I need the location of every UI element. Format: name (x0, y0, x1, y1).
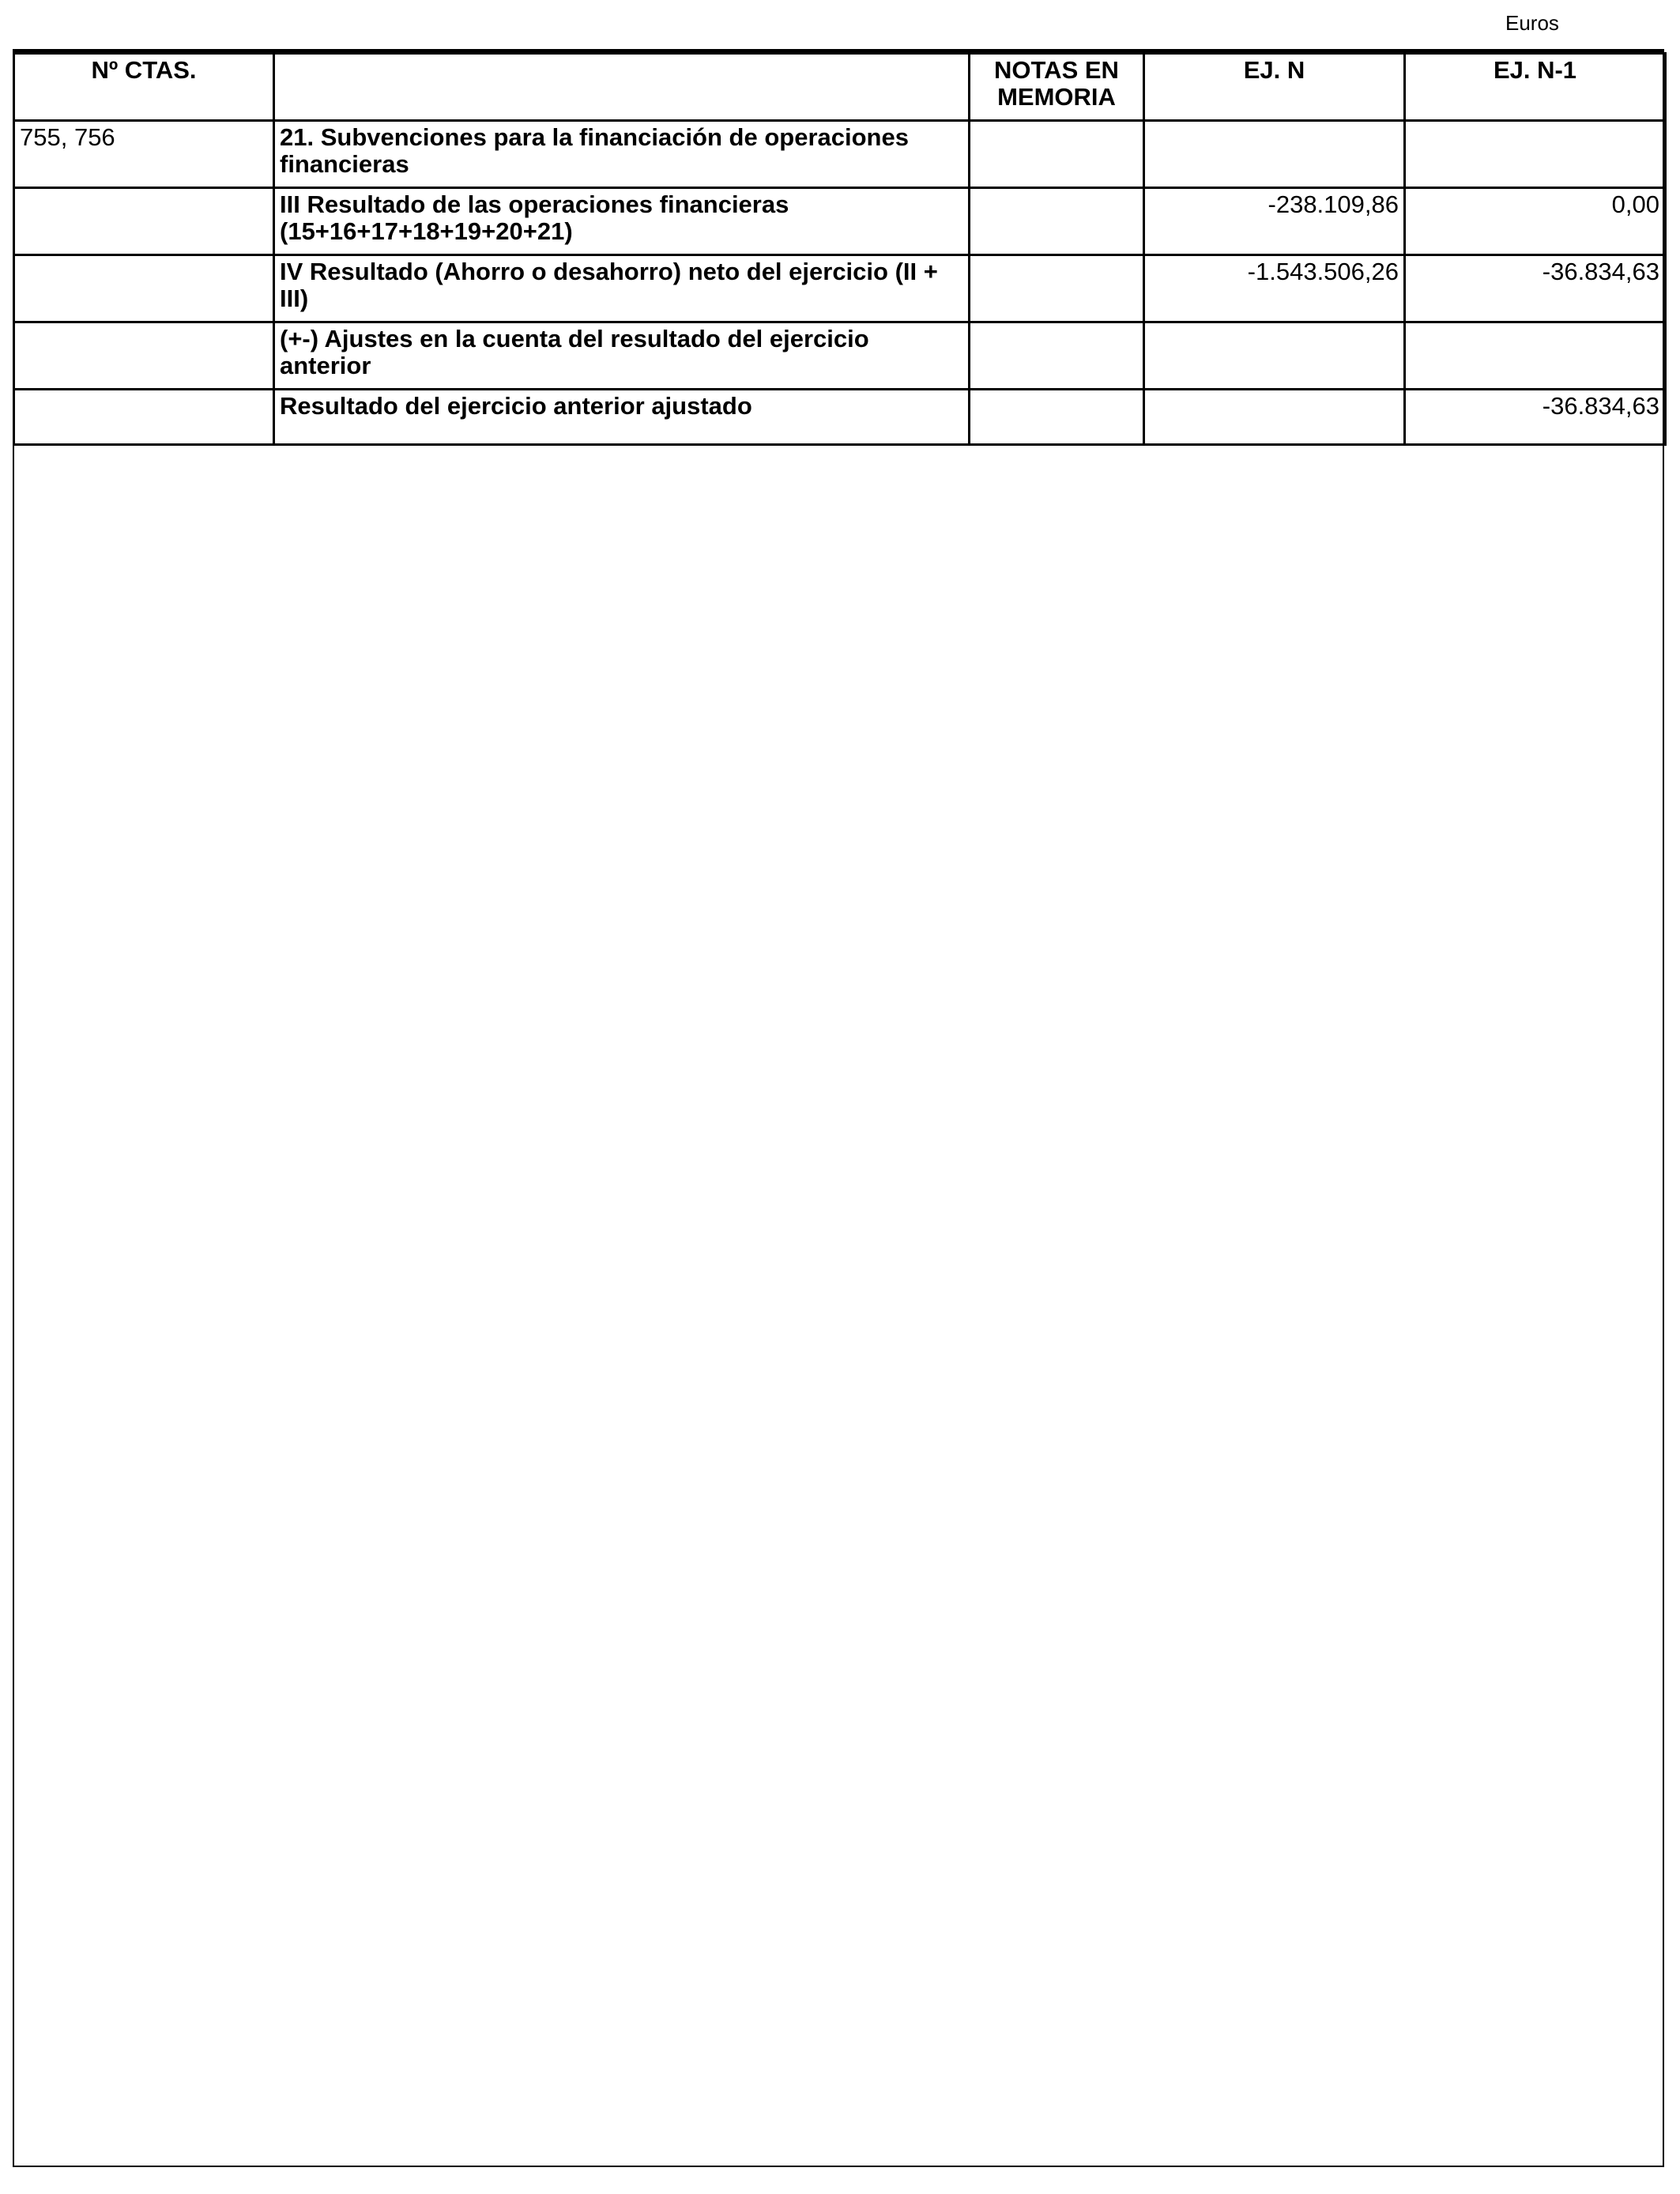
cell-concept: Resultado del ejercicio anterior ajustado (274, 390, 970, 445)
cell-accounts: 755, 756 (14, 121, 274, 188)
cell-notes (970, 121, 1144, 188)
cell-concept: 21. Subvenciones para la financiación de operaciones financieras (274, 121, 970, 188)
cell-current-year: -1.543.506,26 (1144, 255, 1405, 322)
cell-current-year (1144, 121, 1405, 188)
table-row (14, 390, 1666, 445)
cell-previous-year (1405, 322, 1666, 390)
column-header-notes: NOTAS EN MEMORIA (970, 54, 1144, 121)
cell-previous-year: -36.834,63 (1405, 390, 1666, 445)
cell-concept: III Resultado de las operaciones financieras (15+16+17+18+19+20+21) (274, 188, 970, 255)
table-row (14, 322, 1666, 390)
column-header-current-year: EJ. N (1144, 54, 1405, 121)
cell-current-year (1144, 390, 1405, 445)
cell-notes (970, 390, 1144, 445)
currency-label: Euros (1505, 11, 1559, 35)
table-row (14, 188, 1666, 255)
cell-notes (970, 322, 1144, 390)
cell-notes (970, 188, 1144, 255)
cell-previous-year: -36.834,63 (1405, 255, 1666, 322)
results-table (13, 52, 1667, 446)
table-row (14, 255, 1666, 322)
cell-current-year: -238.109,86 (1144, 188, 1405, 255)
cell-accounts (14, 255, 274, 322)
cell-current-year (1144, 322, 1405, 390)
column-header-accounts: Nº CTAS. (14, 54, 274, 121)
cell-concept: IV Resultado (Ahorro o desahorro) neto del ejercicio (II + III) (274, 255, 970, 322)
table-header-row (14, 54, 1666, 121)
table-row (14, 121, 1666, 188)
column-header-previous-year: EJ. N-1 (1405, 54, 1666, 121)
cell-accounts (14, 390, 274, 445)
column-header-concept (274, 54, 970, 121)
cell-previous-year: 0,00 (1405, 188, 1666, 255)
cell-concept: (+-) Ajustes en la cuenta del resultado del ejercicio anterior (274, 322, 970, 390)
cell-notes (970, 255, 1144, 322)
cell-previous-year (1405, 121, 1666, 188)
cell-accounts (14, 322, 274, 390)
cell-accounts (14, 188, 274, 255)
